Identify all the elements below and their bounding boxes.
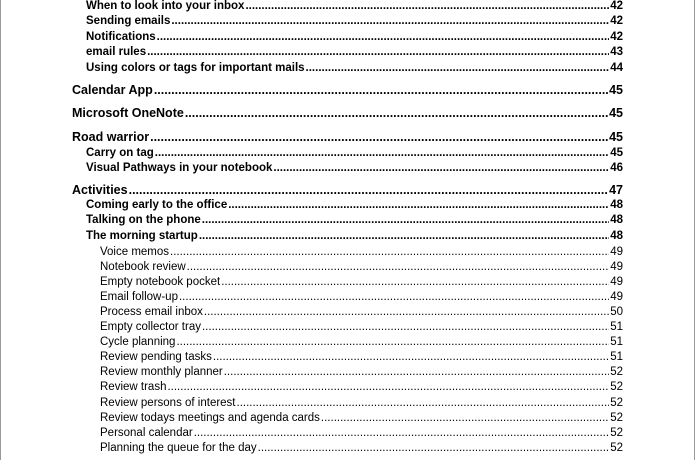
toc-entry[interactable] bbox=[100, 428, 623, 440]
page-border-left bbox=[0, 0, 1, 460]
leader-dots bbox=[171, 16, 609, 28]
toc-entry-title: Review persons of interest bbox=[100, 397, 236, 409]
toc-entry-title: Talking on the phone bbox=[86, 214, 201, 226]
leader-dots bbox=[221, 277, 609, 289]
toc-entry[interactable] bbox=[86, 32, 623, 44]
leader-dots bbox=[273, 163, 609, 175]
toc-entry[interactable] bbox=[72, 184, 623, 197]
toc-entry-page: 47 bbox=[609, 183, 623, 197]
toc-entry-page: 50 bbox=[610, 306, 623, 318]
leader-dots bbox=[155, 148, 609, 160]
toc-entry-title: Visual Pathways in your notebook bbox=[86, 162, 273, 174]
toc-entry[interactable] bbox=[72, 84, 623, 97]
toc-entry-page: 42 bbox=[610, 31, 623, 43]
toc-entry[interactable] bbox=[86, 163, 623, 175]
toc-entry-page: 49 bbox=[610, 246, 623, 258]
toc-entry[interactable] bbox=[72, 107, 623, 120]
toc-entry-title: Carry on tag bbox=[86, 147, 154, 159]
toc-entry[interactable] bbox=[100, 413, 623, 425]
toc-entry-title: Empty notebook pocket bbox=[100, 276, 221, 288]
toc-entry-title: Review monthly planner bbox=[100, 366, 223, 378]
leader-dots bbox=[228, 200, 609, 212]
toc-entry-title: Review trash bbox=[100, 381, 167, 393]
toc-entry[interactable] bbox=[100, 398, 623, 410]
toc-entry-page: 52 bbox=[610, 366, 623, 378]
toc-entry-page: 44 bbox=[610, 62, 623, 74]
toc-entry-page: 48 bbox=[610, 230, 623, 242]
toc-entry[interactable] bbox=[100, 367, 623, 379]
leader-dots bbox=[194, 428, 610, 440]
toc-entry-page: 48 bbox=[610, 199, 623, 211]
toc-entry-title: Cycle planning bbox=[100, 336, 176, 348]
toc-entry-title: Planning the queue for the day bbox=[100, 442, 257, 454]
toc-entry-title: Using colors or tags for important mails bbox=[86, 62, 305, 74]
toc-entry[interactable] bbox=[100, 382, 623, 394]
toc-entry-page: 46 bbox=[610, 162, 623, 174]
leader-dots bbox=[202, 322, 609, 334]
toc-entry-page: 45 bbox=[609, 130, 623, 144]
leader-dots bbox=[157, 32, 610, 44]
toc-entry-title: Email follow-up bbox=[100, 291, 178, 303]
leader-dots bbox=[213, 352, 609, 364]
leader-dots bbox=[199, 231, 609, 243]
toc-entry-title: Review pending tasks bbox=[100, 351, 212, 363]
toc-entry[interactable] bbox=[100, 292, 623, 304]
toc-entry-title: email rules bbox=[86, 46, 147, 58]
toc-entry-page: 49 bbox=[610, 276, 623, 288]
leader-dots bbox=[237, 398, 610, 410]
toc-entry[interactable] bbox=[100, 443, 623, 455]
toc-entry-page: 49 bbox=[610, 261, 623, 273]
toc-entry-page: 52 bbox=[610, 427, 623, 439]
toc-entry-title: Empty collector tray bbox=[100, 321, 201, 333]
toc-entry[interactable] bbox=[100, 247, 623, 259]
toc-entry[interactable] bbox=[86, 200, 623, 212]
toc-entry[interactable] bbox=[86, 1, 623, 13]
toc-entry-title: Review todays meetings and agenda cards bbox=[100, 412, 320, 424]
toc-entry-title: Voice memos bbox=[100, 246, 170, 258]
leader-dots bbox=[185, 107, 608, 120]
toc-entry-page: 52 bbox=[610, 397, 623, 409]
toc-entry[interactable] bbox=[86, 47, 623, 59]
toc-entry-page: 51 bbox=[610, 336, 623, 348]
leader-dots bbox=[202, 215, 609, 227]
toc-entry-page: 52 bbox=[610, 442, 623, 454]
toc-entry-title: Calendar App bbox=[72, 83, 153, 97]
toc-entry-title: Notebook review bbox=[100, 261, 186, 273]
leader-dots bbox=[258, 443, 610, 455]
leader-dots bbox=[147, 47, 609, 59]
leader-dots bbox=[176, 337, 609, 349]
toc-entry-title: When to look into your inbox bbox=[86, 0, 245, 12]
toc-entry-page: 52 bbox=[610, 381, 623, 393]
toc-entry[interactable] bbox=[100, 262, 623, 274]
toc-entry-page: 51 bbox=[610, 321, 623, 333]
toc-entry-page: 43 bbox=[610, 46, 623, 58]
toc-entry-title: Activities bbox=[72, 183, 128, 197]
toc-entry-page: 52 bbox=[610, 412, 623, 424]
toc-entry-page: 51 bbox=[610, 351, 623, 363]
toc-entry-title: The morning startup bbox=[86, 230, 198, 242]
toc-entry[interactable] bbox=[86, 63, 623, 75]
toc-entry-page: 42 bbox=[610, 0, 623, 12]
leader-dots bbox=[245, 1, 609, 13]
toc-entry[interactable] bbox=[100, 307, 623, 319]
toc-entry-title: Notifications bbox=[86, 31, 156, 43]
toc-entry-title: Microsoft OneNote bbox=[72, 106, 184, 120]
toc-entry-title: Sending emails bbox=[86, 15, 171, 27]
toc-entry[interactable] bbox=[100, 352, 623, 364]
toc-entry[interactable] bbox=[100, 337, 623, 349]
leader-dots bbox=[170, 247, 609, 259]
toc-entry[interactable] bbox=[72, 131, 623, 144]
toc-entry[interactable] bbox=[86, 16, 623, 28]
leader-dots bbox=[187, 262, 610, 274]
leader-dots bbox=[321, 413, 609, 425]
leader-dots bbox=[204, 307, 609, 319]
leader-dots bbox=[150, 131, 608, 144]
toc-entry-title: Road warrior bbox=[72, 130, 150, 144]
leader-dots bbox=[224, 367, 609, 379]
toc-entry[interactable] bbox=[100, 322, 623, 334]
toc-entry-title: Process email inbox bbox=[100, 306, 203, 318]
toc-entry-title: Personal calendar bbox=[100, 427, 193, 439]
toc-entry-title: Coming early to the office bbox=[86, 199, 228, 211]
toc-entry-page: 42 bbox=[610, 15, 623, 27]
toc-entry[interactable] bbox=[86, 148, 623, 160]
leader-dots bbox=[167, 382, 609, 394]
toc-entry[interactable] bbox=[86, 231, 623, 243]
leader-dots bbox=[129, 184, 609, 197]
toc-entry-page: 49 bbox=[610, 291, 623, 303]
toc-entry-page: 45 bbox=[610, 147, 623, 159]
toc-entry-page: 48 bbox=[610, 214, 623, 226]
toc-entry[interactable] bbox=[86, 215, 623, 227]
leader-dots bbox=[154, 84, 608, 97]
leader-dots bbox=[179, 292, 609, 304]
leader-dots bbox=[306, 63, 610, 75]
toc-entry-page: 45 bbox=[609, 83, 623, 97]
toc-entry[interactable] bbox=[100, 277, 623, 289]
toc-entry-page: 45 bbox=[609, 106, 623, 120]
